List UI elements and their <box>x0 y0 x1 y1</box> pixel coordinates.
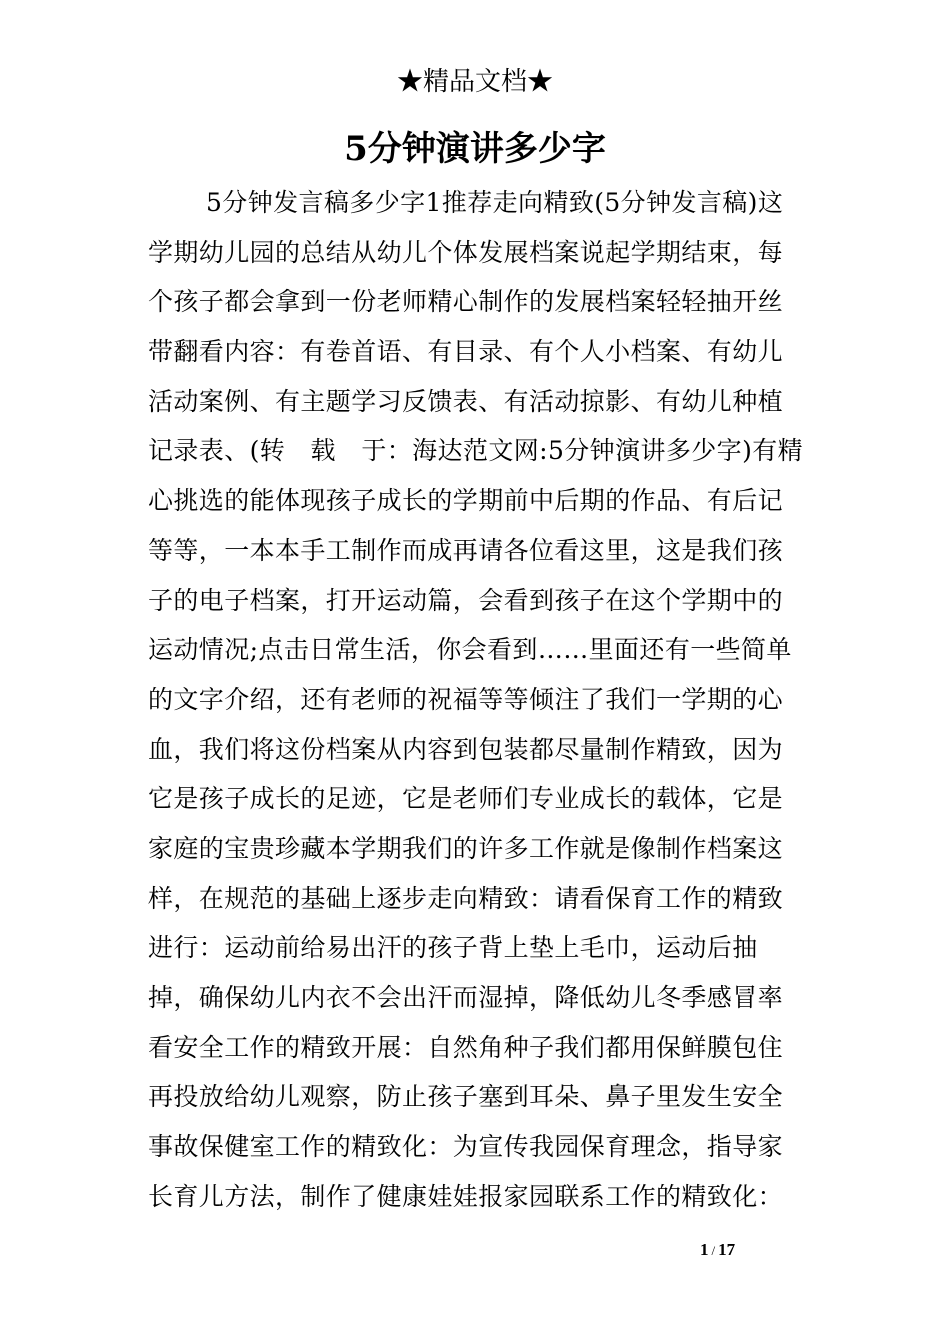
text-line: 它是孩子成长的足迹，它是老师们专业成长的载体，它是 <box>148 784 784 814</box>
text-line: 记录表、(转 载 于：海达范文网:5分钟演讲多少字)有精 <box>148 436 804 466</box>
text-line: 家庭的宝贵珍藏本学期我们的许多工作就是像制作档案这 <box>148 833 784 863</box>
text-line: 再投放给幼儿观察，防止孩子塞到耳朵、鼻子里发生安全 <box>148 1082 784 1112</box>
text-line: 5分钟发言稿多少字1推荐走向精致(5分钟发言稿)这 <box>206 188 784 217</box>
text-line: 进行：运动前给易出汗的孩子背上垫上毛巾，运动后抽 <box>148 933 758 963</box>
text-line: 长育儿方法，制作了健康娃娃报家园联系工作的精致化： <box>148 1181 784 1211</box>
page-separator: / <box>711 1243 716 1258</box>
page-number <box>700 1238 800 1263</box>
body-text <box>148 178 808 1221</box>
text-line: 活动案例、有主题学习反馈表、有活动掠影、有幼儿种植 <box>148 386 784 416</box>
text-line: 的文字介绍，还有老师的祝福等等倾注了我们一学期的心 <box>148 684 784 714</box>
text-line: 事故保健室工作的精致化：为宣传我园保育理念，指导家 <box>148 1132 784 1162</box>
page-current: 1 <box>700 1240 709 1259</box>
text-line: 掉，确保幼儿内衣不会出汗而湿掉，降低幼儿冬季感冒率 <box>148 983 784 1012</box>
text-line: 带翻看内容：有卷首语、有目录、有个人小档案、有幼儿 <box>148 337 784 367</box>
text-line: 看安全工作的精致开展：自然角种子我们都用保鲜膜包住 <box>148 1032 784 1062</box>
text-line: 心挑选的能体现孩子成长的学期前中后期的作品、有后记 <box>148 486 784 516</box>
page-total: 17 <box>718 1240 736 1259</box>
text-line: 等等，一本本手工制作而成再请各位看这里，这是我们孩 <box>148 535 784 565</box>
text-line: 个孩子都会拿到一份老师精心制作的发展档案轻轻抽开丝 <box>148 287 784 317</box>
text-line: 样，在规范的基础上逐步走向精致：请看保育工作的精致 <box>148 883 784 913</box>
text-line: 学期幼儿园的总结从幼儿个体发展档案说起学期结束，每 <box>148 237 784 267</box>
text-line: 运动情况;点击日常生活，你会看到……里面还有一些简单 <box>148 635 792 665</box>
document-title: 5分钟演讲多少字 <box>344 129 606 169</box>
document-header: ★精品文档★ <box>396 67 553 97</box>
text-line: 血，我们将这份档案从内容到包装都尽量制作精致，因为 <box>148 734 784 764</box>
text-line: 子的电子档案，打开运动篇，会看到孩子在这个学期中的 <box>148 585 784 615</box>
